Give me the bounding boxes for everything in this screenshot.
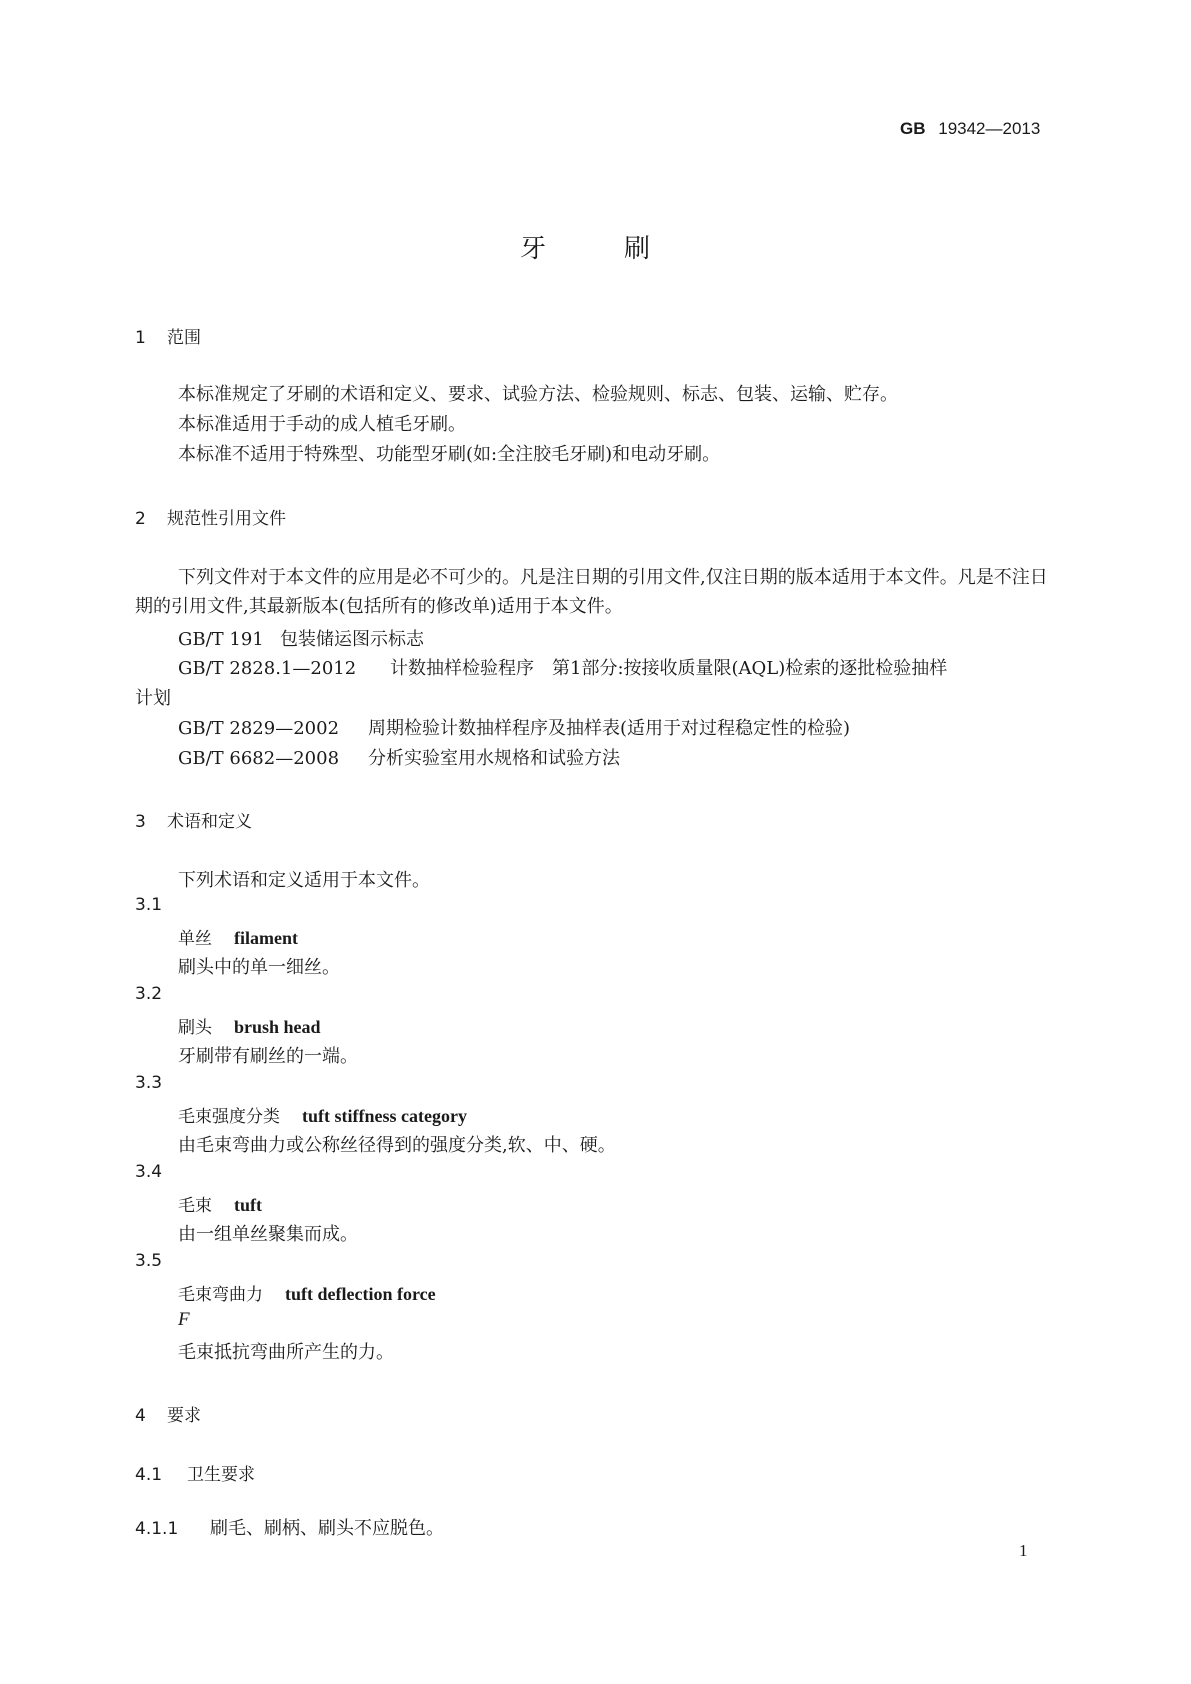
reference-code: GB/T 6682—2008 <box>178 748 340 769</box>
section-3-heading <box>135 807 252 832</box>
term-english: tuft stiffness category <box>302 1106 467 1126</box>
term-english: tuft deflection force <box>285 1284 436 1304</box>
term-english: brush head <box>234 1017 321 1037</box>
term-chinese: 刷头 <box>178 1018 212 1038</box>
term-definition: 刷头中的单一细丝。 <box>178 957 340 978</box>
reference-title: 周期检验计数抽样程序及抽样表(适用于对过程稳定性的检验) <box>368 718 851 739</box>
paragraph: 本标准不适用于特殊型、功能型牙刷(如:全注胶毛牙刷)和电动牙刷。 <box>178 444 721 465</box>
term-number: 3.2 <box>135 984 163 1004</box>
section-4-heading <box>135 1401 201 1426</box>
term-english: filament <box>234 928 298 948</box>
term-number: 3.4 <box>135 1162 163 1182</box>
term-number: 3.1 <box>135 895 163 915</box>
section-2-heading <box>135 504 286 529</box>
clause <box>135 1514 444 1540</box>
section-title: 规范性引用文件 <box>167 509 286 529</box>
term-definition: 由毛束弯曲力或公称丝径得到的强度分类,软、中、硬。 <box>178 1135 616 1156</box>
term-name <box>178 924 298 949</box>
section-1-heading <box>135 323 201 348</box>
reference-code: GB/T 2828.1—2012 <box>178 658 357 679</box>
standard-number: 19342—2013 <box>938 119 1041 138</box>
term-definition: 毛束抵抗弯曲所产生的力。 <box>178 1342 394 1363</box>
clause-text: 刷毛、刷柄、刷头不应脱色。 <box>210 1518 444 1539</box>
reference-continuation: 计划 <box>135 688 171 709</box>
section-title: 术语和定义 <box>167 812 252 832</box>
paragraph: 下列文件对于本文件的应用是必不可少的。凡是注日期的引用文件,仅注日期的版本适用于本文件。凡是不注日期的引用文件,其最新版本(包括所有的修改单)适用于本文件。 <box>135 567 1048 617</box>
clause-number: 4.1.1 <box>135 1519 179 1539</box>
term-chinese: 毛束 <box>178 1196 212 1216</box>
paragraph: 下列术语和定义适用于本文件。 <box>178 870 430 891</box>
section-number: 3 <box>135 812 146 832</box>
term-number: 3.3 <box>135 1073 163 1093</box>
standard-prefix: GB <box>900 119 926 138</box>
reference-title: 包装储运图示标志 <box>280 629 424 650</box>
reference-code: GB/T 2829—2002 <box>178 718 340 739</box>
subsection-title: 卫生要求 <box>187 1465 255 1485</box>
reference-item <box>178 625 424 651</box>
term-name <box>178 1013 321 1038</box>
reference-item <box>178 714 850 740</box>
term-chinese: 毛束强度分类 <box>178 1107 280 1127</box>
section-title: 范围 <box>167 328 201 348</box>
paragraph: 本标准适用于手动的成人植毛牙刷。 <box>178 414 466 435</box>
section-number: 4 <box>135 1406 146 1426</box>
term-number: 3.5 <box>135 1251 163 1271</box>
section-number: 1 <box>135 328 146 348</box>
term-chinese: 毛束弯曲力 <box>178 1285 263 1305</box>
reference-code: GB/T 191 <box>178 629 264 650</box>
subsection-heading <box>135 1460 255 1485</box>
section-title: 要求 <box>167 1406 201 1426</box>
subsection-number: 4.1 <box>135 1465 163 1485</box>
section-number: 2 <box>135 509 146 529</box>
reference-title: 计数抽样检验程序 第1部分:按接收质量限(AQL)检索的逐批检验抽样 <box>390 658 948 679</box>
standard-code <box>900 119 1040 139</box>
term-name <box>178 1191 262 1216</box>
document-title: 牙 刷 <box>520 234 651 264</box>
term-definition: 由一组单丝聚集而成。 <box>178 1224 358 1245</box>
term-symbol: F <box>178 1309 190 1330</box>
term-english: tuft <box>234 1195 262 1215</box>
term-name <box>178 1280 436 1305</box>
reference-title: 分析实验室用水规格和试验方法 <box>368 748 620 769</box>
paragraph: 本标准规定了牙刷的术语和定义、要求、试验方法、检验规则、标志、包装、运输、贮存。 <box>178 384 898 405</box>
reference-item <box>178 654 947 680</box>
term-name <box>178 1102 467 1127</box>
page-number: 1 <box>1019 1541 1028 1560</box>
term-chinese: 单丝 <box>178 929 212 949</box>
reference-item <box>178 744 620 770</box>
term-definition: 牙刷带有刷丝的一端。 <box>178 1046 358 1067</box>
